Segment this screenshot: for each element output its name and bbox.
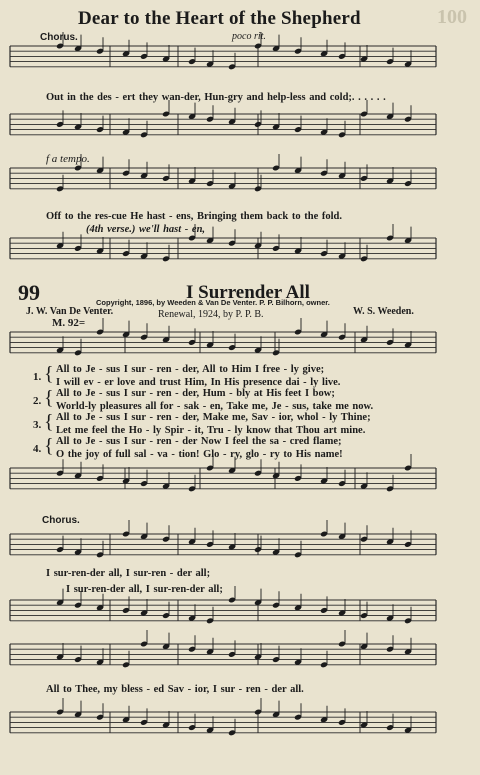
verse-3-line-1: All to Je - sus I sur - ren - der, Make me, Sav - ior, whol - ly Thine; [56,412,371,423]
tempo-marking-rit: poco rit. [232,31,266,42]
chorus-marking-1: Chorus. [40,32,78,43]
verse-2-line-1: All to Je - sus I sur - ren - der, Hum - bly at His feet I bow; [56,388,335,399]
verse-1-line-2: I will ev - er love and trust Him, In His presence dai - ly live. [56,377,341,388]
page-number: 100 [437,6,467,28]
page-title: Dear to the Heart of the Shepherd [78,8,361,29]
lyric-line-2: Off to the res-cue He hast - ens, Bringing them back to the fold. [46,211,342,222]
verse-1-line-1: All to Je - sus I sur - ren - der, All to Him I free - ly give; [56,364,325,375]
chorus-lyric-1: I sur-ren-der all, I sur-ren - der all; [46,568,211,579]
chorus-lyric-2: I sur-ren-der all, I sur-ren-der all; [66,584,223,595]
metronome-marking: M. 92= [52,317,86,329]
verse-number-2: 2. [33,395,42,407]
lyric-line-1: Out in the des - ert they wan-der, Hun-gry and help-less and cold;. . . . . . [46,92,386,103]
chorus-lyric-3: All to Thee, my bless - ed Sav - ior, I sur - ren - der all. [46,684,304,695]
hymn-number: 99 [18,280,40,305]
lyric-line-2b: (4th verse.) we'll hast - en, [86,224,206,235]
copyright-line: Copyright, 1896, by Weeden & Van De Venter. P. P. Bilhorn, owner. [96,298,330,307]
verse-3-line-2: Let me feel the Ho - ly Spir - it, Tru - ly know that Thou art mine. [56,425,366,436]
verse-2-line-2: World-ly pleasures all for - sak - en, Take me, Je - sus, take me now. [56,401,374,412]
verse-brace-2: { [44,387,54,409]
verse-brace-3: { [44,411,54,433]
verse-number-1: 1. [33,371,42,383]
verse-number-3: 3. [33,419,42,431]
words-author: J. W. Van De Venter. [26,306,114,317]
renewal-line: Renewal, 1924, by P. P. B. [158,309,264,320]
verse-number-4: 4. [33,443,42,455]
verse-brace-4: { [44,435,54,457]
chorus-marking-2: Chorus. [42,515,80,526]
verse-4-line-1: All to Je - sus I sur - ren - der Now I feel the sa - cred flame; [56,436,342,447]
verse-4-line-2: O the joy of full sal - va - tion! Glo - ry, glo - ry to His name! [56,449,343,460]
music-author: W. S. Weeden. [353,306,414,317]
tempo-marking-atempo: f a tempo. [46,153,90,165]
verse-brace-1: { [44,363,54,385]
hymn-title: I Surrender All [186,282,310,303]
